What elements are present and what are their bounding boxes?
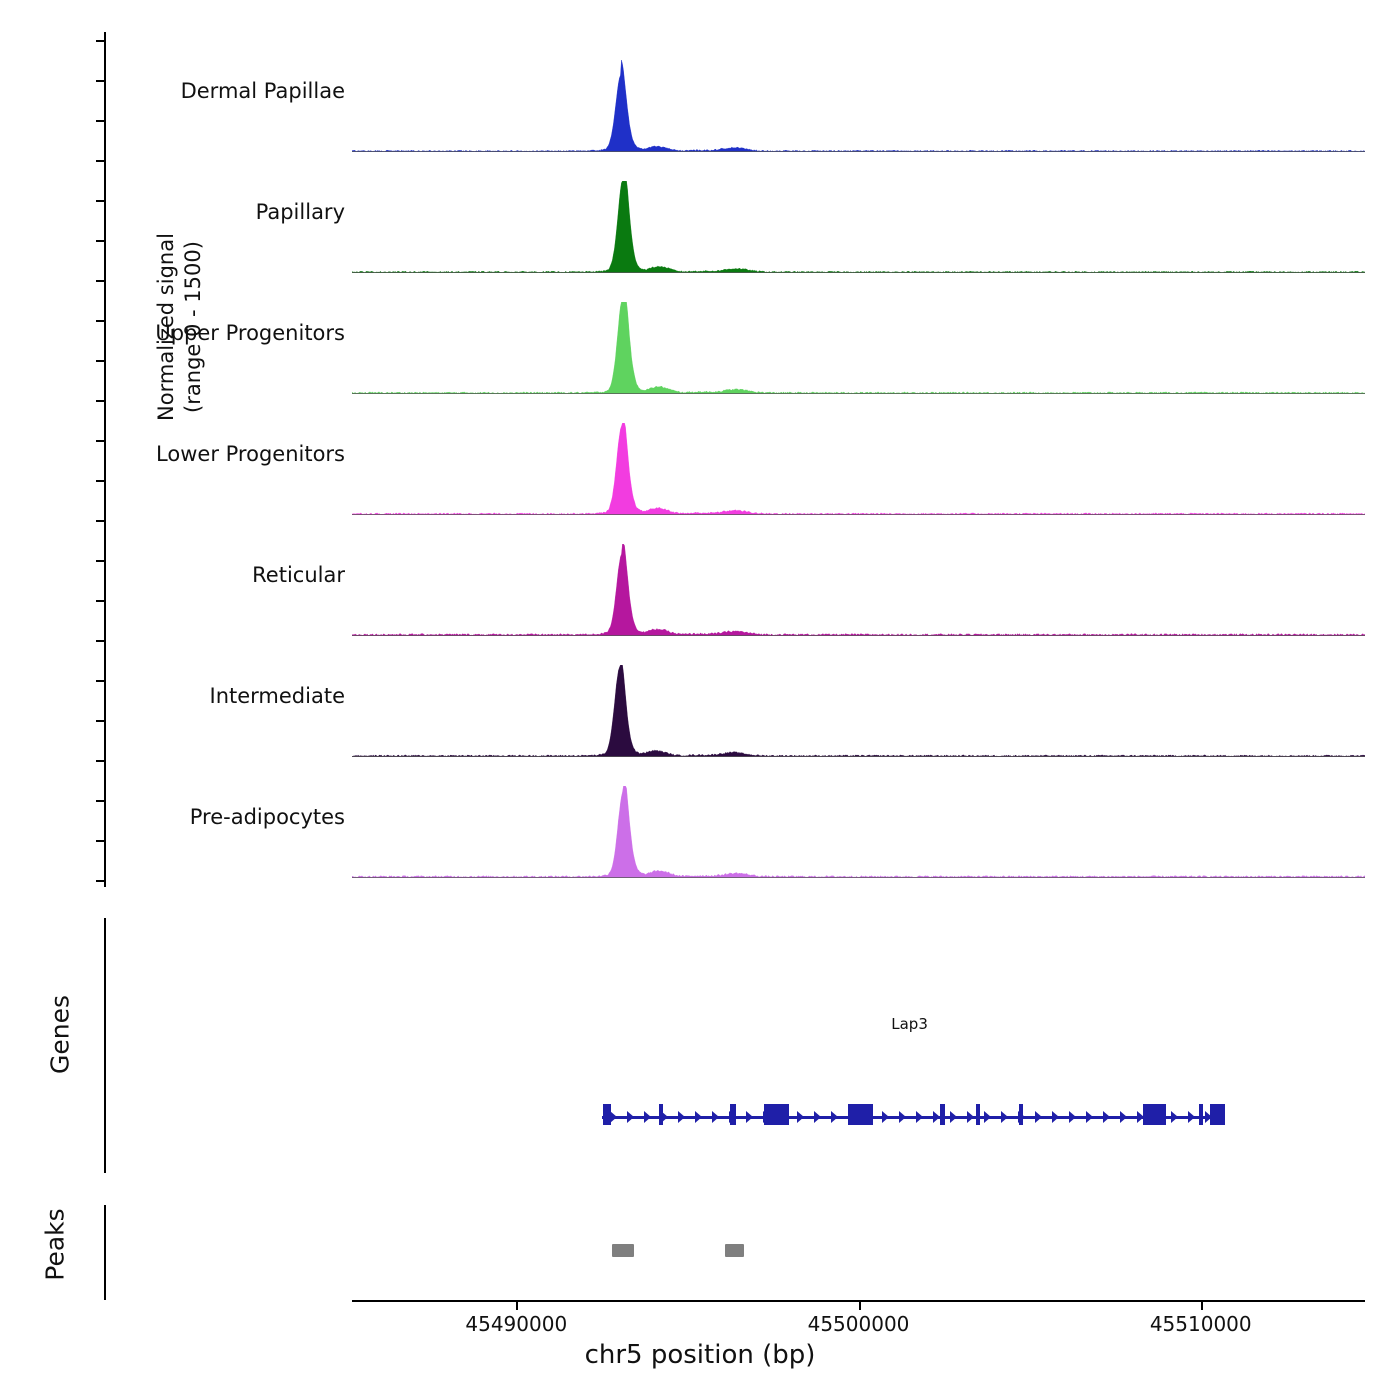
y-axis-label-line1: Normalized signal — [154, 233, 178, 421]
gene-strand-arrow-icon — [1069, 1111, 1076, 1123]
gene-strand-arrow-icon — [1120, 1111, 1127, 1123]
y-axis-tick — [96, 840, 105, 842]
gene-exon-block — [764, 1104, 789, 1125]
signal-track — [352, 181, 1365, 273]
gene-strand-arrow-icon — [950, 1111, 957, 1123]
y-axis-tick — [96, 760, 105, 762]
x-axis-tick — [516, 1302, 518, 1310]
track-baseline — [352, 877, 1365, 878]
gene-strand-arrow-icon — [967, 1111, 974, 1123]
gene-strand-arrow-icon — [678, 1111, 685, 1123]
y-axis-tick — [96, 240, 105, 242]
y-axis-tick — [96, 480, 105, 482]
gene-strand-arrow-icon — [1035, 1111, 1042, 1123]
gene-exon-block — [848, 1104, 873, 1125]
gene-strand-arrow-icon — [1052, 1111, 1059, 1123]
y-axis-tick — [96, 560, 105, 562]
gene-strand-arrow-icon — [1171, 1111, 1178, 1123]
gene-exon-block — [1210, 1104, 1224, 1125]
track-label: Intermediate — [209, 684, 345, 708]
x-axis-tick-label: 45510000 — [1149, 1312, 1252, 1336]
x-axis-tick — [1201, 1302, 1203, 1310]
gene-strand-arrow-icon — [1188, 1111, 1195, 1123]
peaks-panel-label: Peaks — [40, 1208, 70, 1281]
track-baseline — [352, 635, 1365, 636]
track-baseline — [352, 756, 1365, 757]
track-label: Papillary — [255, 200, 345, 224]
gene-strand-arrow-icon — [899, 1111, 906, 1123]
x-axis-label: chr5 position (bp) — [584, 1340, 816, 1370]
gene-exon-block — [1199, 1104, 1203, 1125]
y-axis-tick — [96, 880, 105, 882]
y-axis-tick — [96, 80, 105, 82]
y-axis-tick — [96, 320, 105, 322]
y-axis-tick — [96, 600, 105, 602]
gene-exon-block — [1019, 1104, 1023, 1125]
y-axis-tick — [96, 120, 105, 122]
gene-strand-arrow-icon — [695, 1111, 702, 1123]
y-axis-tick — [96, 720, 105, 722]
gene-strand-arrow-icon — [1086, 1111, 1093, 1123]
y-axis-label-line2: (range 0 - 1500) — [181, 241, 205, 413]
gene-strand-arrow-icon — [644, 1111, 651, 1123]
signal-track — [352, 786, 1365, 878]
gene-exon-block — [730, 1104, 736, 1125]
y-axis-tick — [96, 200, 105, 202]
gene-strand-arrow-icon — [933, 1111, 940, 1123]
genes-panel-label: Genes — [45, 995, 75, 1075]
signal-track — [352, 60, 1365, 152]
x-axis-tick-label: 45490000 — [465, 1312, 568, 1336]
gene-exon-block — [659, 1104, 663, 1125]
gene-strand-arrow-icon — [1001, 1111, 1008, 1123]
track-label: Dermal Papillae — [180, 79, 345, 103]
y-axis-tick — [96, 400, 105, 402]
track-label: Reticular — [252, 563, 345, 587]
y-axis-tick — [96, 800, 105, 802]
y-axis-tick — [96, 40, 105, 42]
x-axis-tick-label: 45500000 — [807, 1312, 910, 1336]
gene-strand-arrow-icon — [746, 1111, 753, 1123]
gene-strand-arrow-icon — [916, 1111, 923, 1123]
gene-strand-arrow-icon — [831, 1111, 838, 1123]
track-label: Pre-adipocytes — [189, 805, 345, 829]
track-baseline — [352, 393, 1365, 394]
gene-exon-block — [603, 1104, 611, 1125]
y-axis-tick — [96, 440, 105, 442]
x-axis-tick — [859, 1302, 861, 1310]
y-axis-tick — [96, 680, 105, 682]
signal-track — [352, 665, 1365, 757]
track-label: Upper Progenitors — [155, 321, 345, 345]
gene-strand-arrow-icon — [712, 1111, 719, 1123]
track-baseline — [352, 514, 1365, 515]
peaks-axis-spine — [104, 1205, 106, 1300]
gene-strand-arrow-icon — [984, 1111, 991, 1123]
gene-exon-block — [1143, 1104, 1166, 1125]
track-baseline — [352, 272, 1365, 273]
y-axis-tick — [96, 640, 105, 642]
gene-strand-arrow-icon — [814, 1111, 821, 1123]
peak-region — [612, 1244, 634, 1257]
gene-exon-block — [940, 1104, 945, 1125]
genes-axis-spine — [104, 918, 106, 1173]
y-axis-tick — [96, 360, 105, 362]
gene-strand-arrow-icon — [610, 1111, 617, 1123]
y-axis-tick — [96, 520, 105, 522]
signal-track — [352, 423, 1365, 515]
track-baseline — [352, 151, 1365, 152]
track-label: Lower Progenitors — [156, 442, 345, 466]
gene-strand-arrow-icon — [882, 1111, 889, 1123]
signal-track — [352, 302, 1365, 394]
y-axis-tick — [96, 160, 105, 162]
gene-strand-arrow-icon — [1103, 1111, 1110, 1123]
y-axis-tick — [96, 280, 105, 282]
peak-region — [725, 1244, 744, 1257]
gene-name-label: Lap3 — [891, 1015, 928, 1033]
signal-track — [352, 544, 1365, 636]
gene-exon-block — [976, 1104, 980, 1125]
gene-strand-arrow-icon — [627, 1111, 634, 1123]
gene-strand-arrow-icon — [797, 1111, 804, 1123]
